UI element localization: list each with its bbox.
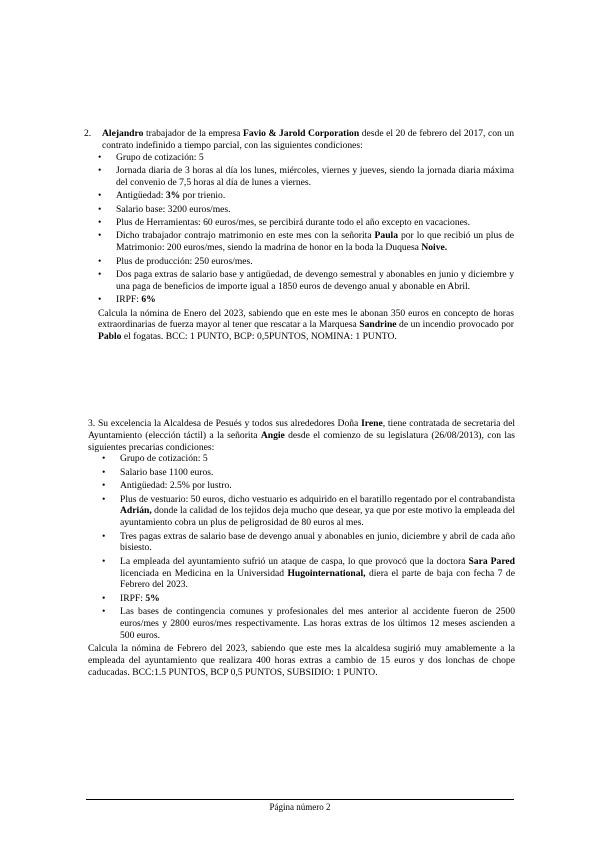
exercise-2-number: 2. bbox=[84, 128, 92, 139]
list-item: • Plus de producción: 250 euros/mes. bbox=[116, 256, 514, 268]
list-item: • Las bases de contingencia comunes y profesionales del mes anterior al accidente fueron de 2500 euros/mes y 2800 euros/mes respectivamente. Las horas extras de los últimos 12 meses ascienden a 500 euros. bbox=[120, 606, 515, 641]
exercise-3 bbox=[88, 418, 515, 678]
exercise-2-conditions-list bbox=[84, 152, 514, 306]
list-item: • Dicho trabajador contrajo matrimonio en este mes con la señorita Paula por lo que recibió un plus de Matrimonio: 200 euros/mes, siendo la madrina de honor en la boda la Duquesa Noive. bbox=[116, 230, 514, 254]
list-item: • Salario base: 3200 euros/mes. bbox=[116, 204, 514, 216]
list-item: • Plus de vestuario: 50 euros, dicho vestuario es adquirido en el baratillo regentado por el contrabandista Adrián, donde la calidad de los tejidos deja mucho que desear, ya que por este motivo la empleada del ayuntamiento cobra un plus de peligrosidad de 80 euros al mes. bbox=[120, 494, 515, 529]
list-item: • Grupo de cotización: 5 bbox=[116, 152, 514, 164]
list-item: • Salario base 1100 euros. bbox=[120, 467, 515, 479]
exercise-2 bbox=[84, 128, 514, 343]
footer-divider bbox=[86, 799, 514, 800]
employee-name: Alejandro bbox=[102, 128, 144, 139]
exercise-3-task: Calcula la nómina de Febrero del 2023, sabiendo que este mes la alcaldesa sugirió muy amablemente a la empleada del ayuntamiento que realizara 400 horas extras a cambio de 15 euros y dos lonchas de chope caducadas. BCC:1.5 PUNTOS, BCP 0,5 PUNTOS, SUBSIDIO: 1 PUNTO. bbox=[88, 643, 515, 678]
company-name: Favio & Jarold Corporation bbox=[242, 128, 360, 139]
list-item: • Antigüedad: 2.5% por lustro. bbox=[120, 480, 515, 492]
list-item: • Plus de Herramientas: 60 euros/mes, se percibirá durante todo el año excepto en vacaciones. bbox=[116, 217, 514, 229]
exercise-3-intro: 3. Su excelencia la Alcaldesa de Pesués y todos sus alrededores Doña Irene, tiene contratada de secretaria del Ayuntamiento (elección táctil) a la señorita Angie desde el comienzo de su legislatura (26/08/2013), con las siguientes precarias condiciones: bbox=[88, 418, 516, 453]
page-number: Página número 2 bbox=[269, 802, 331, 812]
exercise-3-conditions-list bbox=[88, 453, 515, 641]
list-item: • Dos paga extras de salario base y antigüedad, de devengo semestral y abonables en junio y diciembre y una paga de beneficios de importe igual a 1850 euros de devengo anual y abonable en Abril. bbox=[116, 269, 514, 293]
list-item: • Grupo de cotización: 5 bbox=[120, 453, 515, 465]
list-item: • La empleada del ayuntamiento sufrió un ataque de caspa, lo que provocó que la doctora Sara Pared licenciada en Medicina en la Universidad Hugointernational, diera el parte de baja con fecha 7 de Febrero del 2023. bbox=[120, 556, 515, 591]
list-item: • IRPF: 5% bbox=[120, 593, 515, 605]
list-item: • Jornada diaria de 3 horas al día los lunes, miércoles, viernes y jueves, siendo la jornada diaria máxima del convenio de 7,5 horas al día de lunes a viernes. bbox=[116, 165, 514, 189]
list-item: • Antigüedad: 3% por trienio. bbox=[116, 190, 514, 202]
exercise-2-task: Calcula la nómina de Enero del 2023, sabiendo que en este mes le abonan 350 euros en concepto de horas extraordinarias de fuerza mayor al tener que rescatar a la Marquesa Sandrine de un incendio provocado por Pablo el fogatas. BCC: 1 PUNTO, BCP: 0,5PUNTOS, NOMINA: 1 PUNTO. bbox=[98, 307, 514, 343]
exercise-2-intro: 2. Alejandro trabajador de la empresa Favio & Jarold Corporation desde el 20 de febrero del 2017, con un contrato indefinido a tiempo parcial, con las siguientes condiciones: bbox=[84, 128, 514, 151]
list-item: • IRPF: 6% bbox=[116, 294, 514, 306]
list-item: • Tres pagas extras de salario base de devengo anual y abonables en junio, diciembre y abril de cada año bisiesto. bbox=[120, 531, 515, 555]
